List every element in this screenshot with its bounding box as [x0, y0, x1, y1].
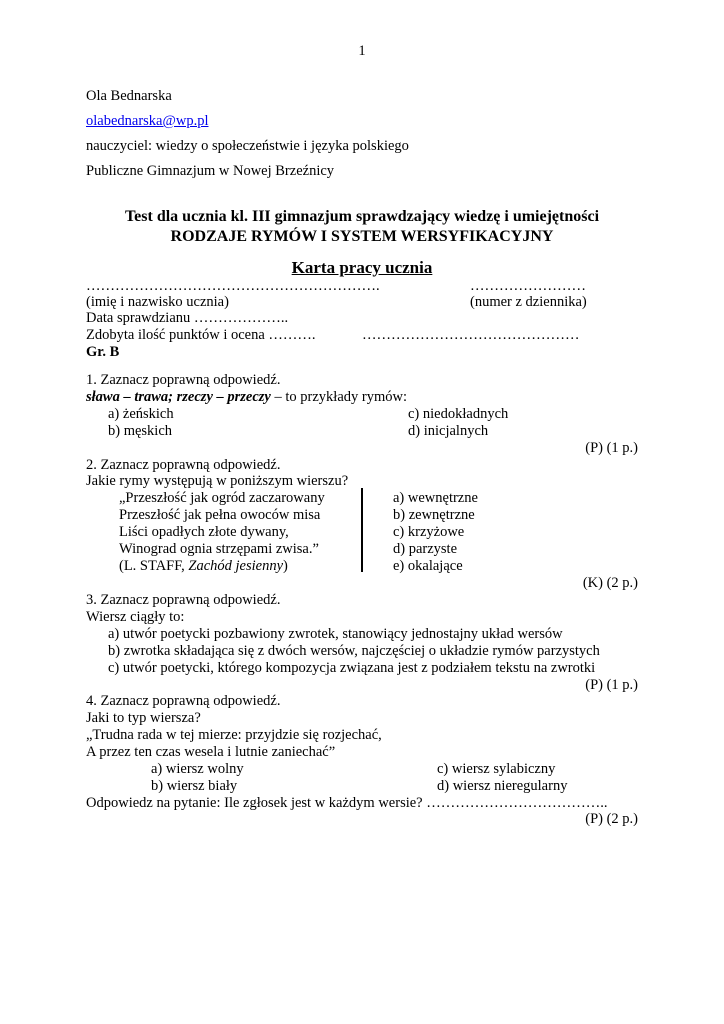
q1-example-words: sława – trawa; rzeczy – przeczy — [86, 389, 271, 405]
author-position: nauczyciel: wiedzy o społeczeństwie i języka polskiego — [86, 138, 409, 154]
q1-option-c: c) niedokładnych — [408, 406, 509, 422]
q1-option-d: d) inicjalnych — [408, 423, 489, 439]
q2-option-c: c) krzyżowe — [393, 524, 465, 540]
q4-option-a: a) wiersz wolny — [151, 761, 244, 777]
grade-dots: ……………………………………… — [362, 327, 580, 343]
student-name-label: (imię i nazwisko ucznia) — [86, 294, 229, 310]
q4-option-c: c) wiersz sylabiczny — [437, 761, 556, 777]
q2-option-a: a) wewnętrzne — [393, 490, 478, 506]
q2-option-e: e) okalające — [393, 558, 463, 574]
q4-question: Jaki to typ wiersza? — [86, 710, 201, 726]
student-number-label: (numer z dziennika) — [470, 294, 587, 310]
q3-option-c: c) utwór poetycki, którego kompozycja związana jest z podziałem tekstu na zwrotki — [108, 660, 596, 676]
q2-poem-line: Przeszłość jak pełna owoców misa — [119, 507, 321, 523]
q4-heading: 4. Zaznacz poprawną odpowiedź. — [86, 693, 281, 709]
q1-option-a: a) żeńskich — [108, 406, 174, 422]
test-subtitle: RODZAJE RYMÓW I SYSTEM WERSYFIKACYJNY — [170, 228, 554, 245]
q1-score: (P) (1 p.) — [585, 440, 638, 456]
q2-poem-line: Liści opadłych złote dywany, — [119, 524, 289, 540]
q1-option-b: b) męskich — [108, 423, 173, 439]
test-date-field: Data sprawdzianu ……………….. — [86, 310, 289, 326]
q2-option-b: b) zewnętrzne — [393, 507, 475, 523]
q3-score: (P) (1 p.) — [585, 677, 638, 693]
q2-poem-source — [119, 558, 288, 575]
q1-heading: 1. Zaznacz poprawną odpowiedź. — [86, 372, 281, 388]
student-name-dots: ……………………………………………………. — [86, 278, 380, 294]
page-number: 1 — [358, 43, 366, 59]
q4-verse-line: A przez ten czas wesela i lutnie zaniechać” — [86, 744, 336, 760]
q3-heading: 3. Zaznacz poprawną odpowiedź. — [86, 592, 281, 608]
test-title: Test dla ucznia kl. III gimnazjum sprawdzający wiedzę i umiejętności — [124, 208, 600, 225]
author-name: Ola Bednarska — [86, 88, 172, 104]
q3-option-b: b) zwrotka składająca się z dwóch wersów, najczęściej o układzie rymów parzystych — [108, 643, 600, 659]
author-school: Publiczne Gimnazjum w Nowej Brzeźnicy — [86, 163, 335, 179]
q4-followup-question: Odpowiedz na pytanie: Ile zgłosek jest w każdym wersie? ……………………………….. — [86, 795, 608, 811]
worksheet-heading: Karta pracy ucznia — [291, 258, 433, 277]
q2-score: (K) (2 p.) — [582, 575, 638, 591]
q2-poem-line: Winograd ognia strzępami zwisa.” — [119, 541, 319, 557]
q2-poem-line: „Przeszłość jak ogród zaczarowany — [119, 490, 325, 506]
q2-heading: 2. Zaznacz poprawną odpowiedź. — [86, 457, 281, 473]
q2-question: Jakie rymy występują w poniższym wierszu? — [86, 473, 349, 489]
q1-example-text: – to przykłady rymów: — [270, 389, 407, 405]
q4-option-d: d) wiersz nieregularny — [437, 778, 568, 794]
divider-line — [361, 488, 363, 572]
q2-source-title: Zachód jesienny — [188, 558, 284, 574]
points-field: Zdobyta ilość punktów i ocena ………. — [86, 327, 316, 343]
q1-example — [86, 389, 407, 406]
student-number-dots: …………………… — [470, 278, 586, 294]
q3-question: Wiersz ciągły to: — [86, 609, 185, 625]
group-label: Gr. B — [86, 344, 120, 360]
author-email-link[interactable]: olabednarska@wp.pl — [86, 113, 209, 129]
q4-option-b: b) wiersz biały — [151, 778, 238, 794]
q4-score: (P) (2 p.) — [585, 811, 638, 827]
q2-option-d: d) parzyste — [393, 541, 458, 557]
q2-source-author: (L. STAFF, — [119, 558, 189, 574]
q3-option-a: a) utwór poetycki pozbawiony zwrotek, stanowiący jednostajny układ wersów — [108, 626, 563, 642]
q2-source-end: ) — [283, 558, 288, 574]
q4-verse-line: „Trudna rada w tej mierze: przyjdzie się rozjechać, — [86, 727, 382, 743]
